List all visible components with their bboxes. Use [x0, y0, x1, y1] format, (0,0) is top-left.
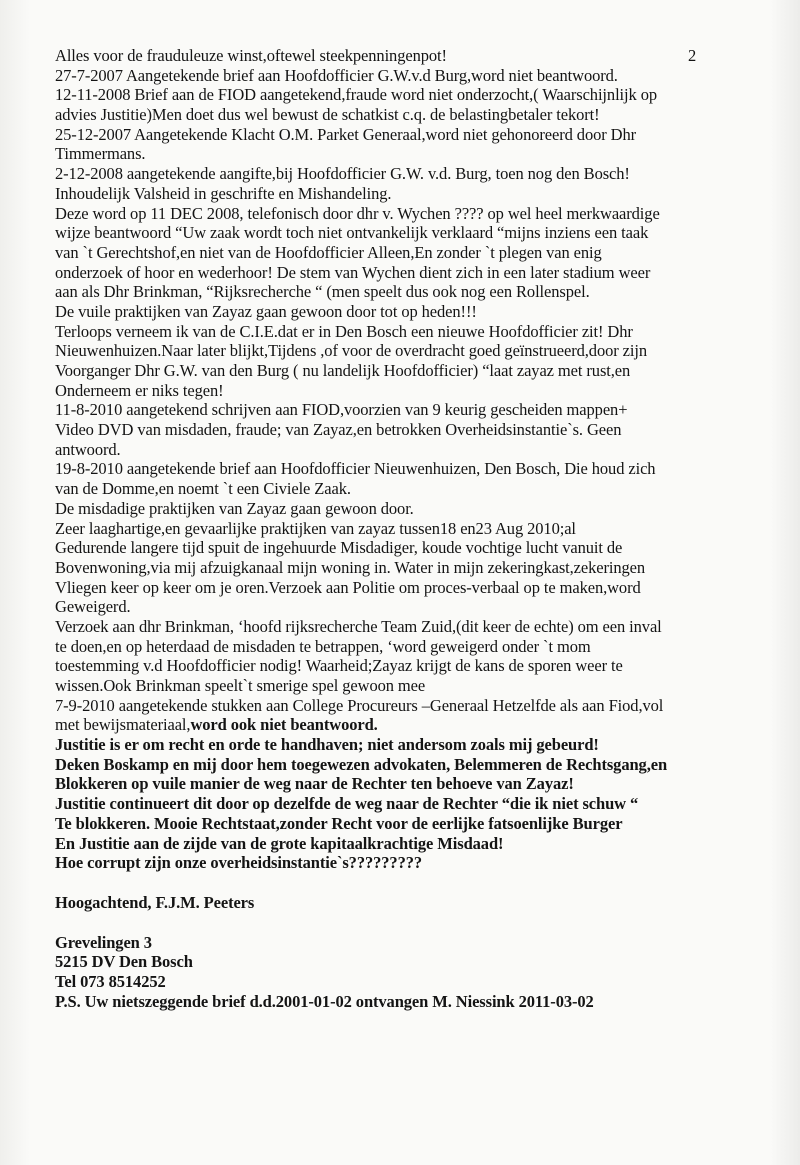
address-street: Grevelingen 3: [55, 932, 152, 952]
letter-line: Zeer laaghartige,en gevaarlijke praktijken van zayaz tussen18 en23 Aug 2010;al: [55, 518, 576, 538]
letter-line: 25-12-2007 Aangetekende Klacht O.M. Parket Generaal,word niet gehonoreerd door Dhr: [55, 124, 637, 144]
letter-line: 7-9-2010 aangetekende stukken aan College Procureurs –Generaal Hetzelfde als aan Fiod,vol: [55, 695, 664, 715]
letter-line: Geweigerd.: [55, 597, 131, 617]
letter-line: 12-11-2008 Brief aan de FIOD aangetekend,fraude word niet onderzocht,( Waarschijnlijk op: [55, 85, 657, 105]
letter-line-plain-part: met bewijsmateriaal,: [55, 715, 191, 735]
bold-statement-line: Deken Boskamp en mij door hem toegewezen advokaten, Belemmeren de Rechtsgang,en: [55, 754, 668, 774]
letter-line: Bovenwoning,via mij afzuigkanaal mijn woning in. Water in mijn zekeringkast,zekeringen: [55, 557, 646, 577]
letter-line: Onderneem er niks tegen!: [55, 380, 224, 400]
letter-line: De vuile praktijken van Zayaz gaan gewoon door tot op heden!!!: [55, 301, 477, 321]
letter-line: Verzoek aan dhr Brinkman, ‘hoofd rijksrecherche Team Zuid,(dit keer de echte) om een inval: [55, 616, 662, 636]
letter-line: Deze word op 11 DEC 2008, telefonisch door dhr v. Wychen ???? op wel heel merkwaardige: [55, 203, 660, 223]
bold-statement-line: Justitie is er om recht en orde te handhaven; niet andersom zoals mij gebeurd!: [55, 735, 599, 755]
letter-line: De misdadige praktijken van Zayaz gaan gewoon door.: [55, 498, 414, 518]
letter-line: te doen,en op heterdaad de misdaden te betrappen, ‘word geweigerd onder `t mom: [55, 636, 591, 656]
letter-line: van de Domme,en noemt `t een Civiele Zaak.: [55, 479, 351, 499]
page-number: 2: [688, 46, 697, 65]
bold-statement-line: En Justitie aan de zijde van de grote kapitaalkrachtige Misdaad!: [55, 833, 504, 853]
letter-line: Timmermans.: [55, 144, 146, 164]
letter-line: antwoord.: [55, 439, 121, 459]
bold-statement-line: Justitie continueert dit door op dezelfde de weg naar de Rechter “die ik niet schuw “: [55, 794, 639, 814]
letter-line-bold-part: word ook niet beantwoord.: [190, 715, 378, 735]
address-phone: Tel 073 8514252: [55, 971, 166, 991]
letter-line: Terloops verneem ik van de C.I.E.dat er in Den Bosch een nieuwe Hoofdofficier zit! Dhr: [55, 321, 633, 341]
letter-line: van `t Gerechtshof,en niet van de Hoofdofficier Alleen,En zonder `t plegen van enig: [55, 242, 602, 262]
letter-line: Nieuwenhuizen.Naar later blijkt,Tijdens ,of voor de overdracht goed geïnstrueerd,door zijn: [55, 341, 648, 361]
letter-line: 27-7-2007 Aangetekende brief aan Hoofdofficier G.W.v.d Burg,word niet beantwoord.: [55, 65, 618, 85]
postscript: P.S. Uw nietszeggende brief d.d.2001-01-02 ontvangen M. Niessink 2011-03-02: [55, 991, 594, 1011]
letter-line: Vliegen keer op keer om je oren.Verzoek aan Politie om proces-verbaal op te maken,word: [55, 577, 641, 597]
letter-line: Alles voor de frauduleuze winst,oftewel steekpenningenpot!: [55, 46, 447, 65]
letter-line: wissen.Ook Brinkman speelt`t smerige spel gewoon mee: [55, 676, 426, 695]
letter-line: Inhoudelijk Valsheid in geschrifte en Mishandeling.: [55, 183, 392, 203]
letter-line: Video DVD van misdaden, fraude; van Zayaz,en betrokken Overheidsinstantie`s. Geen: [55, 420, 622, 440]
letter-line: 19-8-2010 aangetekende brief aan Hoofdofficier Nieuwenhuizen, Den Bosch, Die houd zich: [55, 459, 656, 479]
letter-body: [55, 46, 785, 1011]
letter-line: 2-12-2008 aangetekende aangifte,bij Hoofdofficier G.W. v.d. Burg, toen nog den Bosch!: [55, 164, 630, 184]
letter-line: onderzoek of hoor en wederhoor! De stem van Wychen dient zich in een later stadium weer: [55, 262, 651, 282]
letter-line: 11-8-2010 aangetekend schrijven aan FIOD,voorzien van 9 keurig gescheiden mappen+: [55, 400, 628, 420]
bold-statement-line: Hoe corrupt zijn onze overheidsinstantie`s?????????: [55, 853, 423, 873]
address-postcode-city: 5215 DV Den Bosch: [55, 952, 193, 972]
letter-line-mixed: [55, 715, 785, 735]
letter-line: Gedurende langere tijd spuit de ingehuurde Misdadiger, koude vochtige lucht vanuit de: [55, 538, 623, 558]
letter-line: wijze beantwoord “Uw zaak wordt toch niet ontvankelijk verklaard “mijns inziens een taak: [55, 223, 649, 243]
letter-line: advies Justitie)Men doet dus wel bewust de schatkist c.q. de belastingbetaler tekort!: [55, 105, 600, 125]
closing-signature: Hoogachtend, F.J.M. Peeters: [55, 892, 255, 912]
letter-line: Voorganger Dhr G.W. van den Burg ( nu landelijk Hoofdofficier) “laat zayaz met rust,en: [55, 361, 631, 380]
bold-statement-line: Te blokkeren. Mooie Rechtstaat,zonder Recht voor de eerlijke fatsoenlijke Burger: [55, 813, 623, 833]
letter-line: aan als Dhr Brinkman, “Rijksrecherche “ (men speelt dus ook nog een Rollenspel.: [55, 282, 590, 302]
bold-statement-line: Blokkeren op vuile manier de weg naar de Rechter ten behoeve van Zayaz!: [55, 774, 574, 794]
letter-line: toestemming v.d Hoofdofficier nodig! Waarheid;Zayaz krijgt de kans de sporen weer te: [55, 656, 623, 676]
